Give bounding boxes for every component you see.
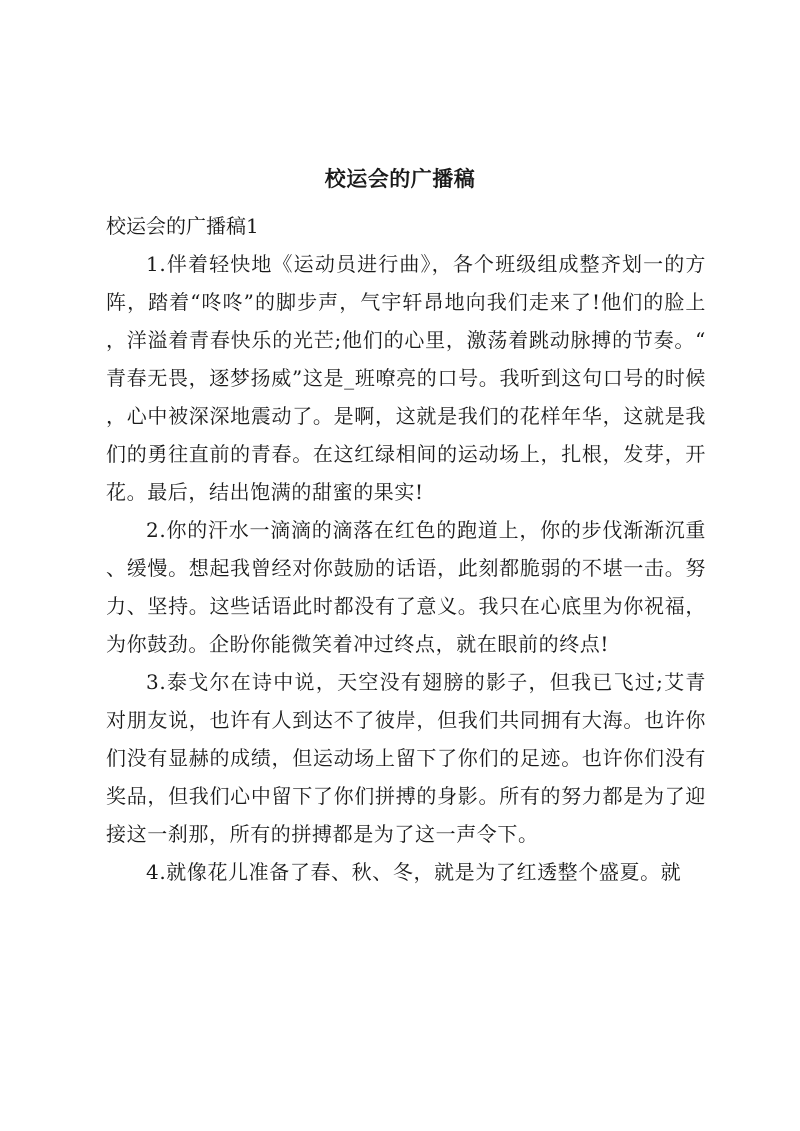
paragraph-2: 2.你的汗水一滴滴的滴落在红色的跑道上，你的步伐渐渐沉重、缓慢。想起我曾经对你鼓励的话语，此刻都脆弱的不堪一击。努力、坚持。这些话语此时都没有了意义。我只在心底里为你祝福，为你鼓劲。企盼你能微笑着冲过终点，就在眼前的终点! xyxy=(106,518,706,656)
document-title: 校运会的广播稿 xyxy=(324,166,476,191)
paragraph-4: 4.就像花儿准备了春、秋、冬，就是为了红透整个盛夏。就 xyxy=(146,860,682,884)
paragraph-3: 3.泰戈尔在诗中说，天空没有翅膀的影子，但我已飞过;艾青对朋友说，也许有人到达不了彼岸，但我们共同拥有大海。也许你们没有显赫的成绩，但运动场上留下了你们的足迹。也许你们没有奖品，但我们心中留下了你们拼搏的身影。所有的努力都是为了迎接这一刹那，所有的拼搏都是为了这一声令下。 xyxy=(106,670,706,846)
paragraph-1: 1.伴着轻快地《运动员进行曲》，各个班级组成整齐划一的方阵，踏着“咚咚”的脚步声，气宇轩昂地向我们走来了!他们的脸上，洋溢着青春快乐的光芒;他们的心里，激荡着跳动脉搏的节奏。“青春无畏，逐梦扬威”这是_班嘹亮的口号。我听到这句口号的时候，心中被深深地震动了。是啊，这就是我们的花样年华，这就是我们的勇往直前的青春。在这红绿相间的运动场上，扎根，发芽，开花。最后，结出饱满的甜蜜的果实! xyxy=(106,252,706,504)
document-body xyxy=(106,207,706,891)
section-heading: 校运会的广播稿1 xyxy=(106,214,259,238)
